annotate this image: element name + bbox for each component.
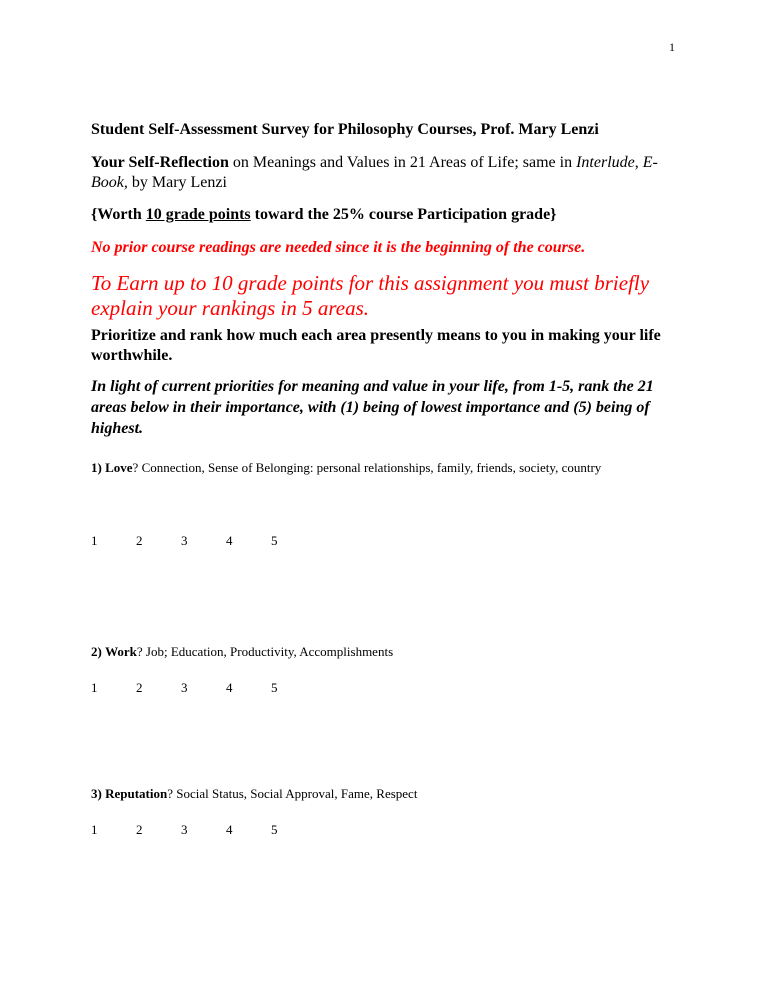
worth-line	[91, 205, 681, 224]
survey-item-reputation	[91, 786, 631, 802]
rating-option-5[interactable]: 5	[271, 822, 278, 837]
rating-option-5[interactable]: 5	[271, 680, 278, 695]
subtitle-text: on Meanings and Values in 21 Areas of Life; same in	[228, 154, 577, 171]
earn-points-note: To Earn up to 10 grade points for this assignment you must briefly explain your rankings in 5 areas.	[91, 271, 650, 320]
no-prior-readings-note: No prior course readings are needed since it is the beginning of the course.	[91, 239, 586, 256]
item-name: Love	[105, 460, 133, 475]
rating-option-2[interactable]: 2	[136, 822, 143, 837]
item-description: ? Social Status, Social Approval, Fame, Respect	[167, 786, 418, 801]
rating-option-4[interactable]: 4	[226, 533, 233, 548]
rating-scale-love	[91, 533, 681, 549]
subtitle-italic-interlude: Interlude	[576, 154, 635, 171]
rating-option-4[interactable]: 4	[226, 680, 233, 695]
rating-option-3[interactable]: 3	[181, 822, 188, 837]
rating-option-5[interactable]: 5	[271, 533, 278, 548]
rating-option-4[interactable]: 4	[226, 822, 233, 837]
worth-post: toward the 25% course Participation grade}	[250, 206, 557, 223]
rating-scale-work	[91, 680, 681, 696]
page-number: 1	[669, 40, 675, 54]
rating-option-2[interactable]: 2	[136, 533, 143, 548]
rating-option-3[interactable]: 3	[181, 680, 188, 695]
item-name: Reputation	[105, 786, 168, 801]
item-description: ? Connection, Sense of Belonging: personal relationships, family, friends, society, country	[132, 460, 602, 475]
item-description: ? Job; Education, Productivity, Accomplishments	[136, 644, 394, 659]
rating-option-1[interactable]: 1	[91, 680, 98, 695]
survey-item-work	[91, 644, 631, 660]
survey-item-love	[91, 460, 631, 476]
item-number: 2)	[91, 644, 102, 659]
subtitle	[91, 153, 681, 193]
rating-option-1[interactable]: 1	[91, 533, 98, 548]
ranking-instruction: In light of current priorities for meaning and value in your life, from 1-5, rank the 21 areas below in their importance, with (1) being of lowest importance and (5) being of highest.	[91, 378, 654, 437]
prioritize-instruction: Prioritize and rank how much each area presently means to you in making your life worthwhile.	[91, 327, 661, 364]
item-number: 3)	[91, 786, 102, 801]
rating-option-3[interactable]: 3	[181, 533, 188, 548]
rating-option-2[interactable]: 2	[136, 680, 143, 695]
subtitle-italic-ebook: E-Book,	[91, 154, 658, 191]
subtitle-tail: by Mary Lenzi	[127, 174, 227, 191]
document-title: Student Self-Assessment Survey for Philosophy Courses, Prof. Mary Lenzi	[91, 121, 599, 138]
item-number: 1)	[91, 460, 102, 475]
subtitle-sep: ,	[634, 154, 643, 171]
rating-scale-reputation	[91, 822, 681, 838]
subtitle-bold: Your Self-Reflection	[91, 154, 229, 171]
worth-pre: {Worth	[91, 206, 146, 223]
rating-option-1[interactable]: 1	[91, 822, 98, 837]
worth-points: 10 grade points	[145, 206, 251, 223]
item-name: Work	[105, 644, 137, 659]
